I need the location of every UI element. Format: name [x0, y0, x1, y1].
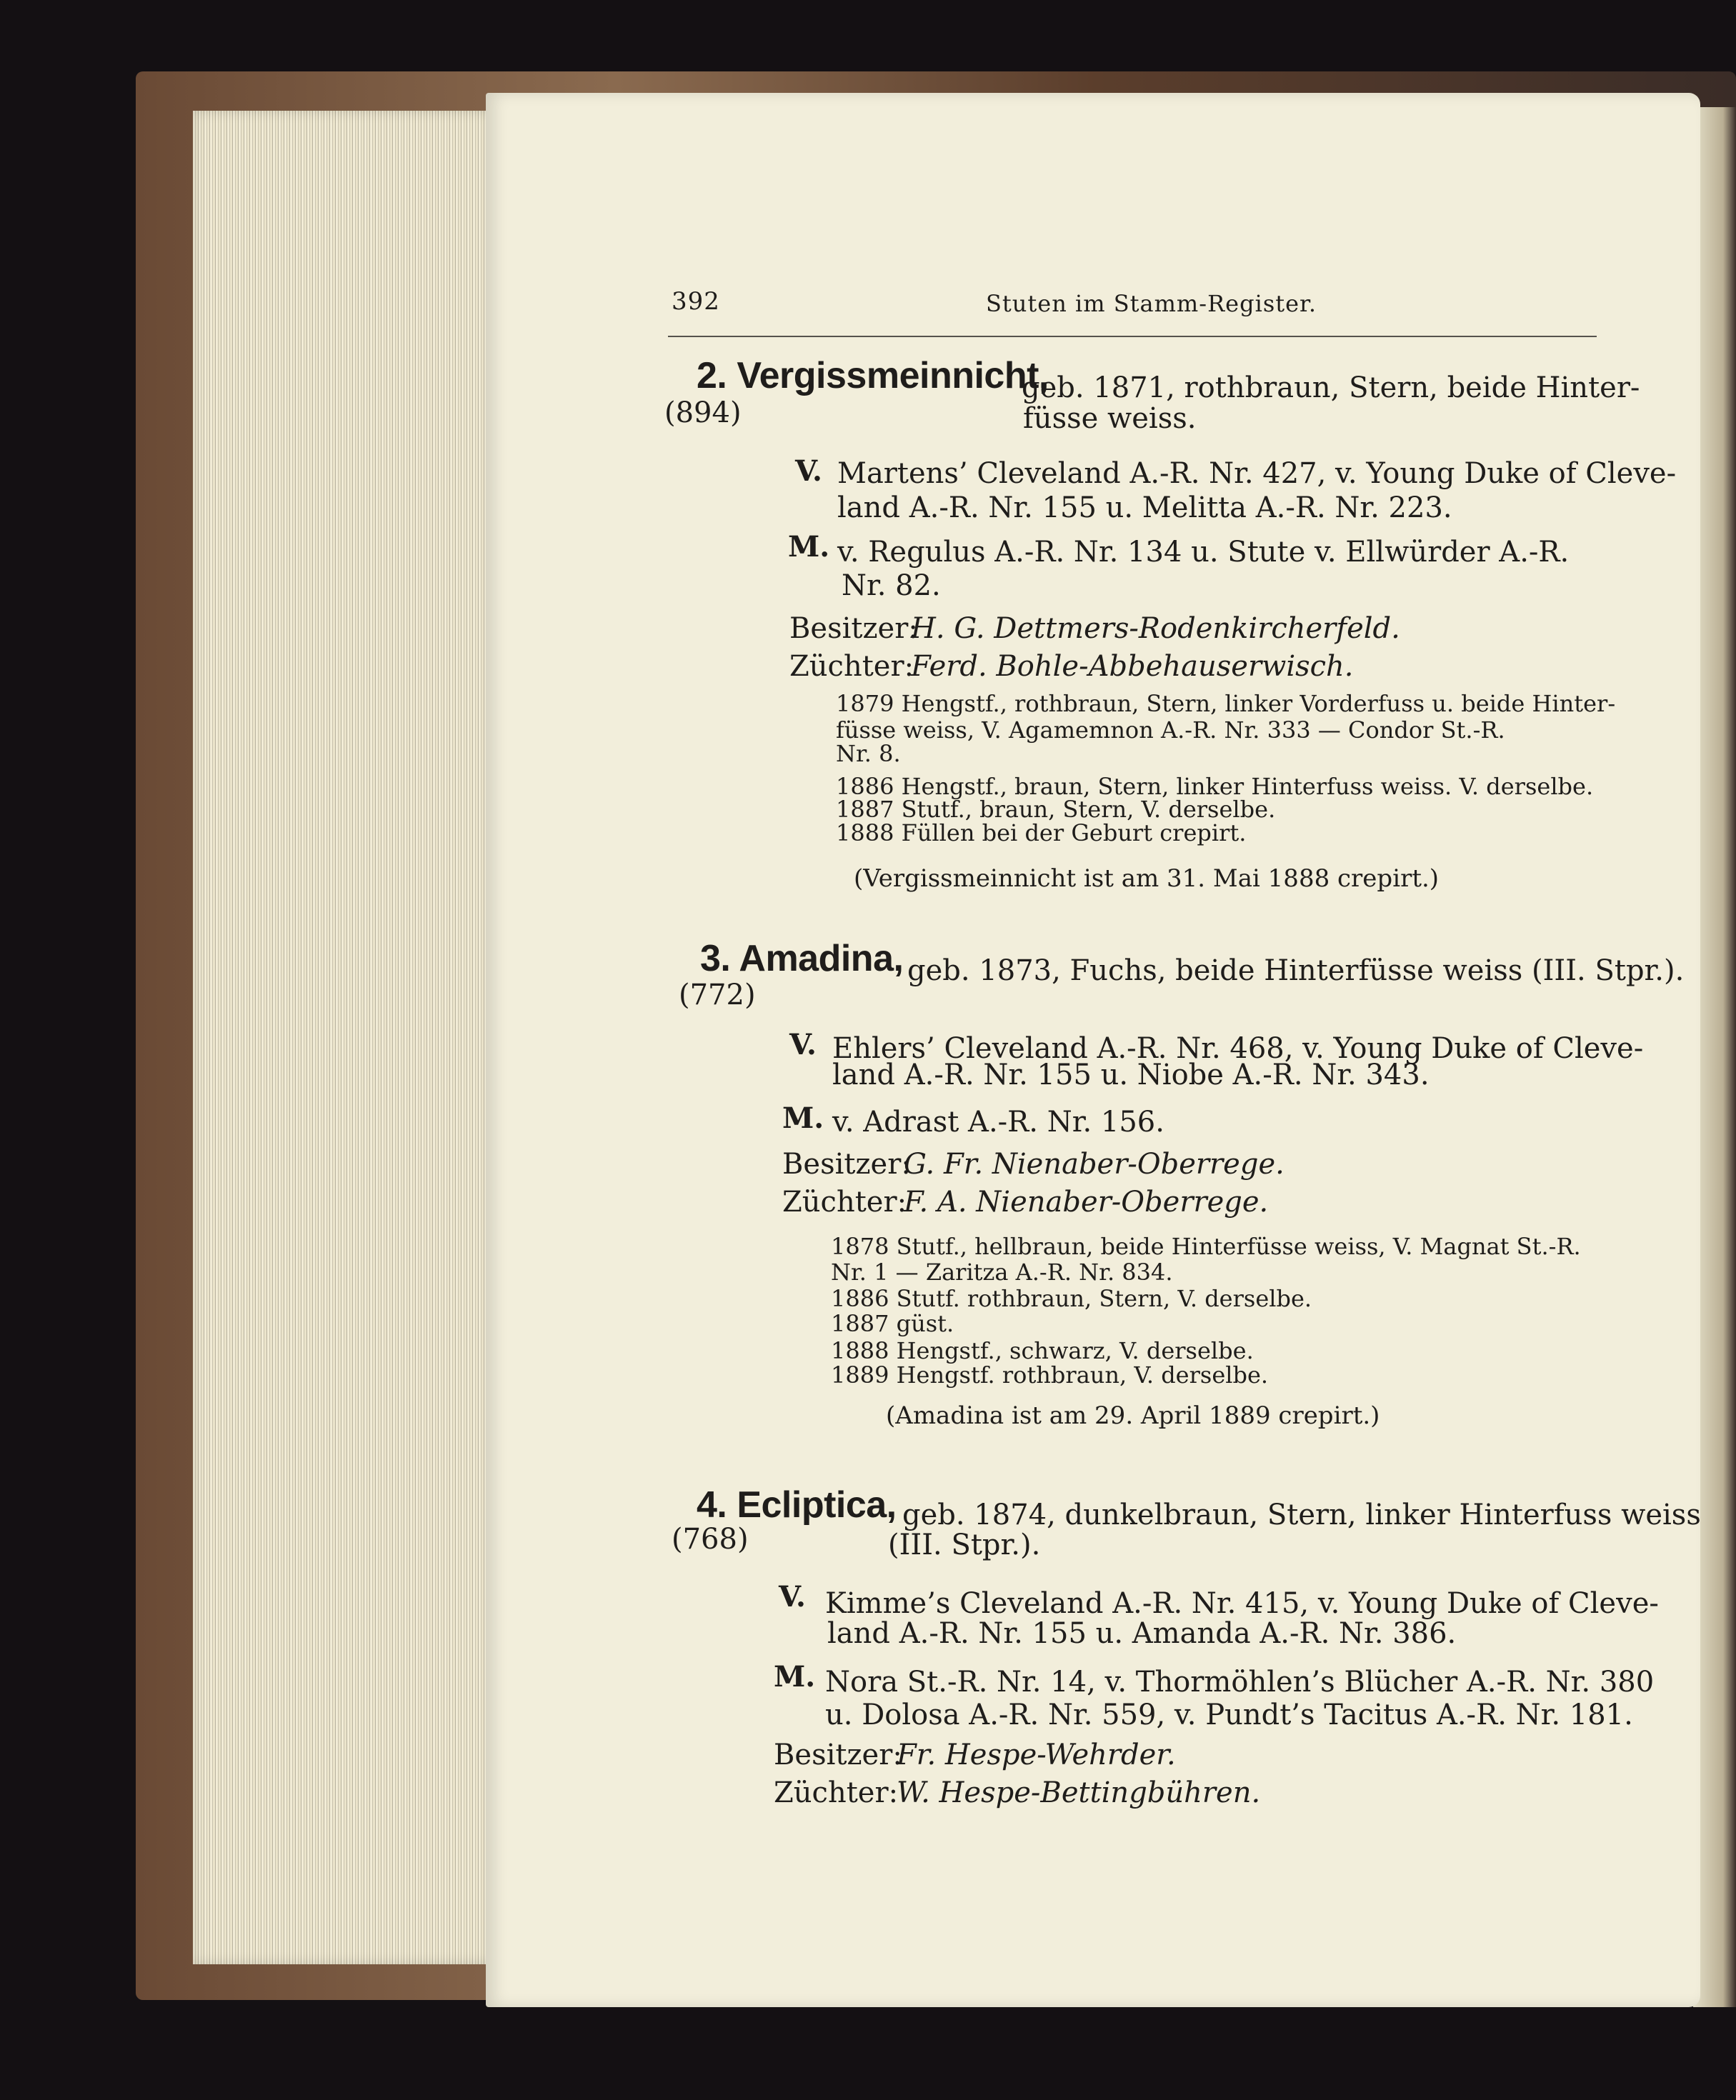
- breeder-name: F. A. Nienaber-Oberrege.: [904, 1186, 1269, 1219]
- register-number: (894): [664, 396, 742, 429]
- breeder-label: Züchter:: [774, 1776, 899, 1809]
- progeny-line: 1887 güst.: [831, 1310, 954, 1337]
- sire-label: V.: [795, 454, 822, 488]
- entry-desc-line: geb. 1871, rothbraun, Stern, beide Hinter-: [1022, 371, 1640, 404]
- dam-line: Nr. 82.: [842, 569, 941, 602]
- entry-desc-line: füsse weiss.: [1023, 402, 1197, 435]
- entry-desc-line: geb. 1874, dunkelbraun, Stern, linker Hinterfuss weiss: [902, 1499, 1701, 1531]
- progeny-line: 1888 Füllen bei der Geburt crepirt.: [836, 819, 1247, 846]
- sire-label: V.: [779, 1580, 806, 1614]
- progeny-line: 1886 Hengstf., braun, Stern, linker Hinterfuss weiss. V. derselbe.: [836, 773, 1594, 800]
- dam-line: u. Dolosa A.-R. Nr. 559, v. Pundt’s Tacitus A.-R. Nr. 181.: [825, 1699, 1633, 1731]
- running-head: Stuten im Stamm-Register.: [986, 290, 1317, 317]
- death-note: (Amadina ist am 29. April 1889 crepirt.): [886, 1401, 1380, 1430]
- page-edges: [193, 111, 493, 1964]
- header-rule: [668, 336, 1597, 337]
- owner-label: Besitzer:: [782, 1148, 911, 1181]
- register-number: (768): [672, 1523, 749, 1556]
- sire-line: Martens’ Cleveland A.-R. Nr. 427, v. Young Duke of Cleve-: [837, 457, 1677, 490]
- sire-line: land A.-R. Nr. 155 u. Melitta A.-R. Nr. 223.: [837, 491, 1452, 524]
- dam-label: M.: [774, 1660, 816, 1694]
- sire-line: land A.-R. Nr. 155 u. Niobe A.-R. Nr. 343.: [832, 1059, 1430, 1091]
- entry-desc-line: geb. 1873, Fuchs, beide Hinterfüsse weiss (III. Stpr.).: [907, 954, 1685, 987]
- sire-label: V.: [789, 1028, 817, 1061]
- owner-name: Fr. Hespe-Wehrder.: [897, 1739, 1176, 1771]
- dam-line: v. Regulus A.-R. Nr. 134 u. Stute v. Ellwürder A.-R.: [837, 536, 1570, 569]
- dam-label: M.: [788, 530, 830, 564]
- entry-head: 4. Ecliptica,: [697, 1484, 897, 1526]
- dam-line: v. Adrast A.-R. Nr. 156.: [832, 1106, 1164, 1139]
- page-number: 392: [672, 287, 720, 316]
- progeny-line: Nr. 1 — Zaritza A.-R. Nr. 834.: [831, 1259, 1173, 1286]
- owner-name: H. G. Dettmers-Rodenkircherfeld.: [911, 612, 1400, 645]
- sire-line: land A.-R. Nr. 155 u. Amanda A.-R. Nr. 386.: [827, 1617, 1457, 1650]
- death-note: (Vergissmeinnicht ist am 31. Mai 1888 crepirt.): [854, 864, 1440, 893]
- entry-head: 3. Amadina,: [700, 938, 904, 979]
- sire-line: Kimme’s Cleveland A.-R. Nr. 415, v. Young Duke of Cleve-: [825, 1587, 1659, 1620]
- progeny-line: 1886 Stutf. rothbraun, Stern, V. derselbe.: [831, 1285, 1312, 1312]
- dam-line: Nora St.-R. Nr. 14, v. Thormöhlen’s Blücher A.-R. Nr. 380: [825, 1666, 1655, 1699]
- progeny-line: 1878 Stutf., hellbraun, beide Hinterfüsse weiss, V. Magnat St.-R.: [831, 1233, 1581, 1260]
- progeny-line: Nr. 8.: [836, 740, 901, 767]
- breeder-label: Züchter:: [789, 650, 914, 683]
- entry-head: 2. Vergissmeinnicht,: [697, 355, 1049, 396]
- progeny-line: 1879 Hengstf., rothbraun, Stern, linker Vorderfuss u. beide Hinter-: [836, 690, 1616, 717]
- owner-label: Besitzer:: [774, 1739, 902, 1771]
- progeny-line: füsse weiss, V. Agamemnon A.-R. Nr. 333 — Condor St.-R.: [836, 716, 1505, 744]
- entry-desc-line: (III. Stpr.).: [888, 1529, 1041, 1561]
- dam-label: M.: [782, 1101, 824, 1135]
- breeder-label: Züchter:: [782, 1186, 907, 1219]
- register-number: (772): [679, 979, 756, 1011]
- breeder-name: Ferd. Bohle-Abbehauserwisch.: [911, 650, 1354, 683]
- progeny-line: 1888 Hengstf., schwarz, V. derselbe.: [831, 1337, 1254, 1364]
- owner-name: G. Fr. Nienaber-Oberrege.: [904, 1148, 1284, 1181]
- progeny-line: 1889 Hengstf. rothbraun, V. derselbe.: [831, 1361, 1269, 1389]
- progeny-line: 1887 Stutf., braun, Stern, V. derselbe.: [836, 796, 1276, 823]
- sire-line: Ehlers’ Cleveland A.-R. Nr. 468, v. Young Duke of Cleve-: [832, 1032, 1644, 1065]
- owner-label: Besitzer:: [789, 612, 918, 645]
- breeder-name: W. Hespe-Bettingbühren.: [897, 1776, 1261, 1809]
